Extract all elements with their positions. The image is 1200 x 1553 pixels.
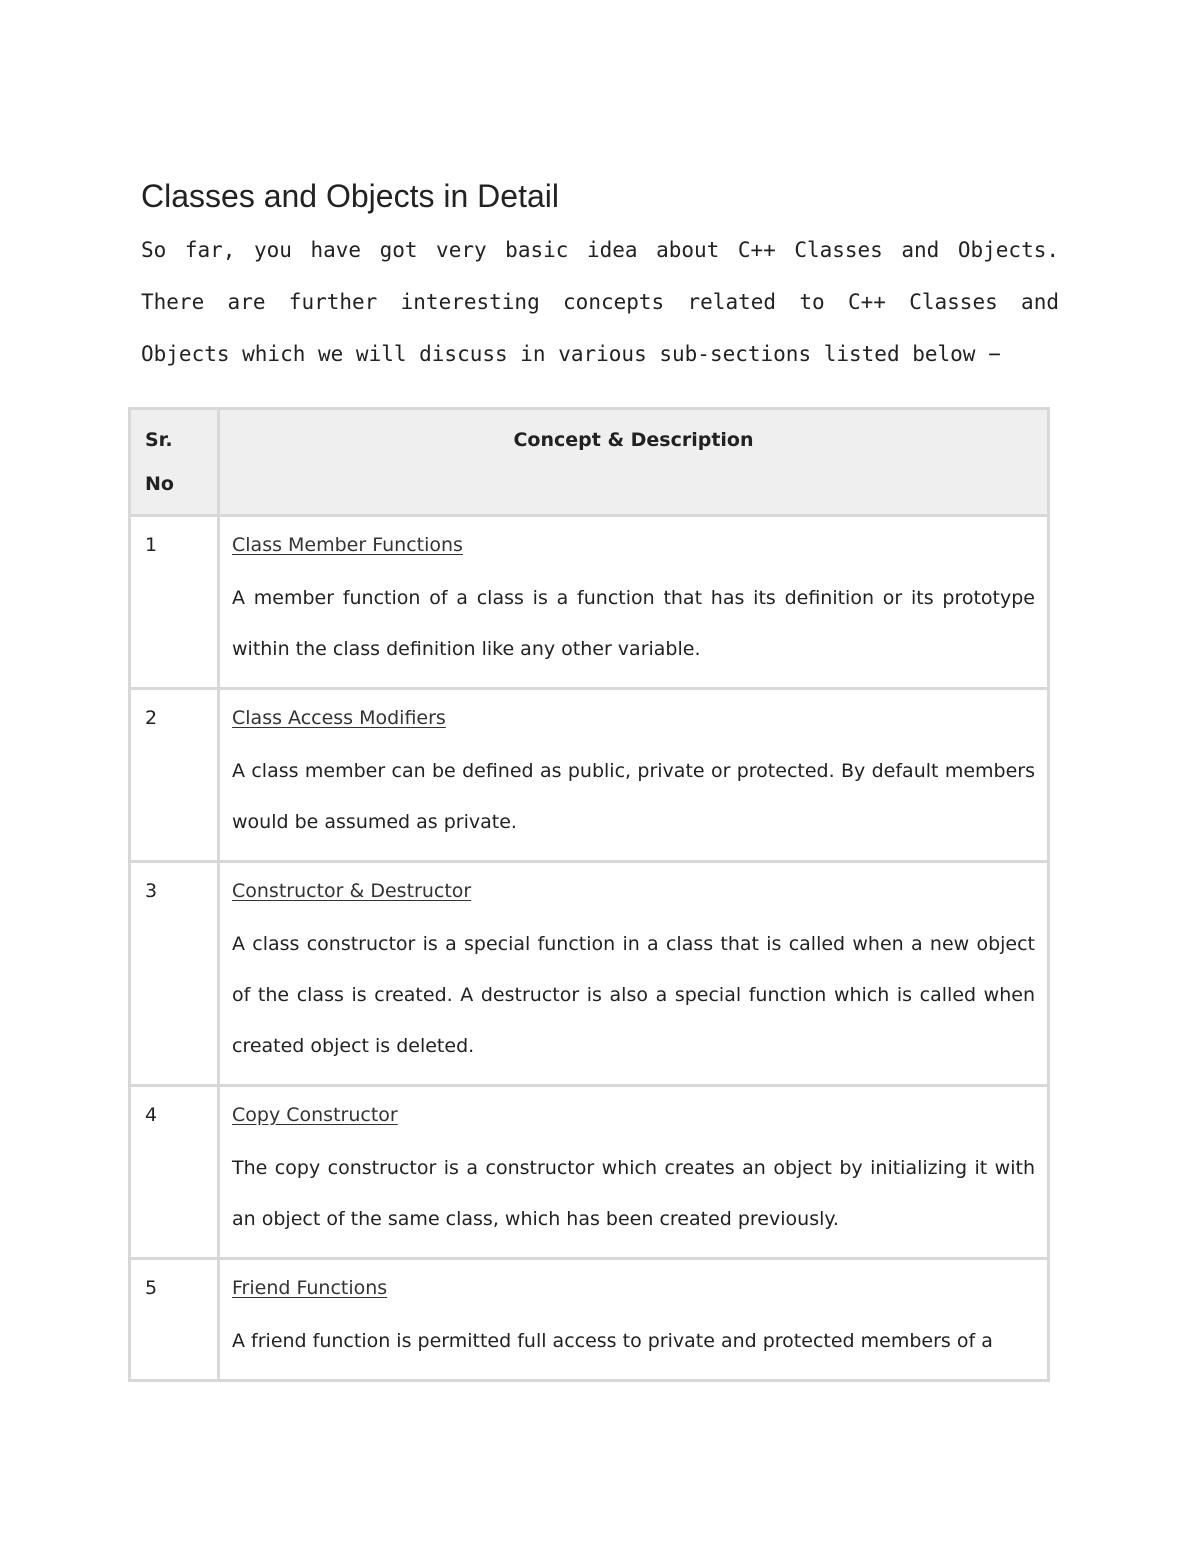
document-page [141,170,1061,380]
concept-description: A friend function is permitted full access to private and protected members of a [232,1330,993,1352]
concept-description: A member function of a class is a function that has its definition or its prototype within the class definition like any other variable. [232,587,1035,660]
header-sr-no: Sr. No [130,409,219,516]
row-content [219,862,1049,1086]
table-header-row [130,409,1049,516]
concept-link-copy-constructor[interactable]: Copy Constructor [232,1104,398,1126]
concepts-table [128,407,1050,1382]
row-number: 3 [130,862,219,1086]
row-content [219,1259,1049,1381]
concept-description: A class member can be defined as public, private or protected. By default members would be assumed as private. [232,760,1035,833]
table-row [130,689,1049,862]
table-row [130,862,1049,1086]
intro-paragraph: So far, you have got very basic idea about C++ Classes and Objects. There are further interesting concepts related to C++ Classes and Objects which we will discuss in various sub-sections listed below − [141,238,1059,366]
concept-link-constructor-destructor[interactable]: Constructor & Destructor [232,880,472,902]
row-content [219,516,1049,689]
row-number: 4 [130,1086,219,1259]
concept-description: A class constructor is a special function in a class that is called when a new object of the class is created. A destructor is also a special function which is called when created object is deleted. [232,933,1035,1057]
row-number: 5 [130,1259,219,1381]
concept-link-class-member-functions[interactable]: Class Member Functions [232,534,463,556]
concepts-table-wrapper [128,407,1050,1382]
row-number: 2 [130,689,219,862]
table-row [130,516,1049,689]
concept-link-friend-functions[interactable]: Friend Functions [232,1277,388,1299]
table-row [130,1086,1049,1259]
row-content [219,689,1049,862]
concept-link-class-access-modifiers[interactable]: Class Access Modifiers [232,707,446,729]
concept-description: The copy constructor is a constructor which creates an object by initializing it with an object of the same class, which has been created previously. [232,1157,1035,1230]
header-concept-description: Concept & Description [219,409,1049,516]
page-title: Classes and Objects in Detail [141,178,559,214]
row-content [219,1086,1049,1259]
table-row [130,1259,1049,1381]
row-number: 1 [130,516,219,689]
